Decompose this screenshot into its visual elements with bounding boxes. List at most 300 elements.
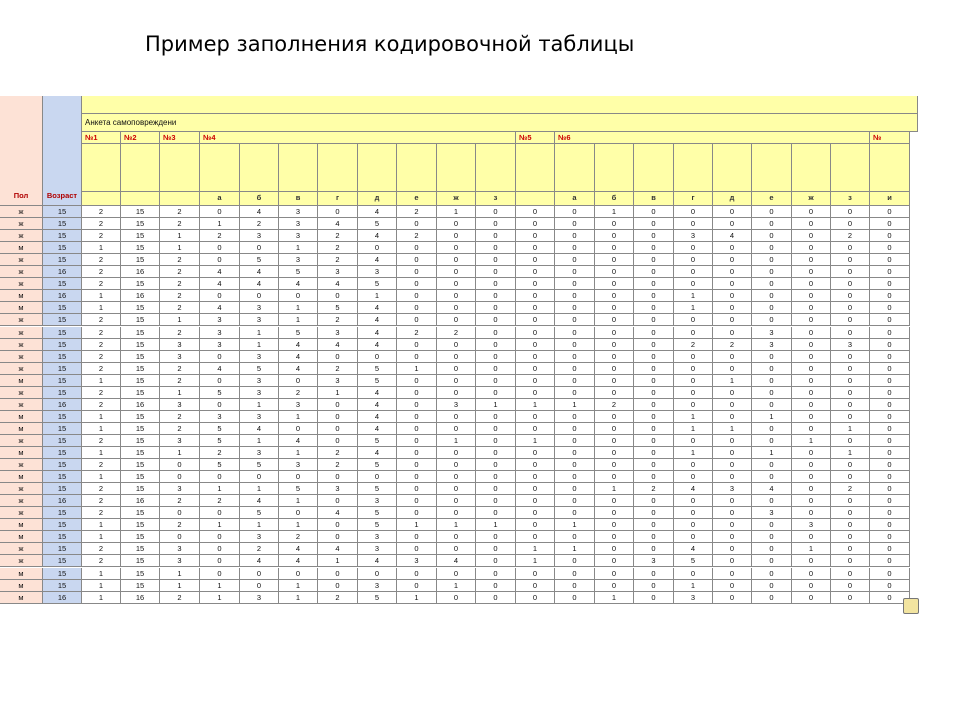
data-cell: 4 xyxy=(240,555,279,567)
data-cell: 5 xyxy=(240,254,279,266)
data-cell: 0 xyxy=(555,266,595,278)
data-cell: 0 xyxy=(634,459,674,471)
data-cell: 0 xyxy=(595,242,634,254)
data-cell: 2 xyxy=(82,495,121,507)
data-cell: 0 xyxy=(397,254,437,266)
data-cell: 0 xyxy=(318,290,358,302)
data-cell: 3 xyxy=(752,507,792,519)
data-cell: 1 xyxy=(516,543,555,555)
data-cell: 0 xyxy=(831,555,870,567)
data-cell: 0 xyxy=(634,411,674,423)
header-subcol-empty xyxy=(831,144,870,192)
cell-vozrast: 15 xyxy=(43,242,82,254)
data-cell: 0 xyxy=(476,495,516,507)
data-cell: 0 xyxy=(870,302,910,314)
data-cell: 1 xyxy=(516,555,555,567)
data-cell: 4 xyxy=(240,495,279,507)
data-cell: 0 xyxy=(870,206,910,218)
data-cell: 3 xyxy=(358,266,397,278)
data-cell: 0 xyxy=(752,314,792,326)
data-cell: 15 xyxy=(121,435,160,447)
data-cell: 4 xyxy=(674,483,713,495)
data-cell: 0 xyxy=(397,447,437,459)
cell-pol: ж xyxy=(0,399,43,411)
data-cell: 0 xyxy=(713,592,752,604)
data-cell: 0 xyxy=(792,242,831,254)
data-cell: 0 xyxy=(752,399,792,411)
data-cell: 2 xyxy=(200,495,240,507)
data-cell: 2 xyxy=(82,459,121,471)
data-cell: 5 xyxy=(358,592,397,604)
data-cell: 0 xyxy=(831,302,870,314)
data-cell: 0 xyxy=(713,327,752,339)
data-cell: 0 xyxy=(752,278,792,290)
data-cell: 0 xyxy=(397,423,437,435)
data-cell: 0 xyxy=(476,278,516,290)
data-cell: 0 xyxy=(318,495,358,507)
data-cell: 0 xyxy=(397,387,437,399)
data-cell: 0 xyxy=(437,266,476,278)
data-cell: 0 xyxy=(634,519,674,531)
data-cell: 0 xyxy=(516,266,555,278)
data-cell: 0 xyxy=(318,568,358,580)
data-cell: 1 xyxy=(397,363,437,375)
data-cell: 4 xyxy=(279,363,318,375)
data-cell: 0 xyxy=(713,254,752,266)
sub-letter-cell: в xyxy=(279,192,318,206)
data-cell: 4 xyxy=(240,266,279,278)
data-cell: 0 xyxy=(674,399,713,411)
data-cell: 2 xyxy=(318,242,358,254)
data-cell: 0 xyxy=(752,435,792,447)
data-cell: 0 xyxy=(476,531,516,543)
data-cell: 0 xyxy=(240,568,279,580)
cell-vozrast: 16 xyxy=(43,495,82,507)
cell-pol: м xyxy=(0,447,43,459)
data-cell: 4 xyxy=(358,339,397,351)
data-cell: 0 xyxy=(516,206,555,218)
data-cell: 0 xyxy=(792,447,831,459)
data-cell: 0 xyxy=(595,423,634,435)
data-cell: 2 xyxy=(318,314,358,326)
data-cell: 0 xyxy=(674,387,713,399)
data-cell: 1 xyxy=(82,471,121,483)
sub-letter-cell: в xyxy=(634,192,674,206)
data-cell: 2 xyxy=(82,266,121,278)
data-cell: 0 xyxy=(555,411,595,423)
data-cell: 0 xyxy=(752,519,792,531)
cell-pol: м xyxy=(0,531,43,543)
data-cell: 2 xyxy=(318,592,358,604)
data-cell: 0 xyxy=(831,471,870,483)
cell-pol: ж xyxy=(0,254,43,266)
data-cell: 3 xyxy=(200,339,240,351)
data-cell: 0 xyxy=(595,507,634,519)
data-cell: 0 xyxy=(634,206,674,218)
data-cell: 0 xyxy=(634,242,674,254)
data-cell: 0 xyxy=(516,327,555,339)
data-cell: 3 xyxy=(318,266,358,278)
header-vozrast: Возраст xyxy=(43,96,82,206)
data-cell: 0 xyxy=(831,543,870,555)
data-cell: 0 xyxy=(595,327,634,339)
cell-vozrast: 15 xyxy=(43,351,82,363)
data-cell: 0 xyxy=(397,531,437,543)
data-cell: 4 xyxy=(279,435,318,447)
data-cell: 0 xyxy=(713,435,752,447)
data-cell: 0 xyxy=(831,290,870,302)
data-cell: 0 xyxy=(752,423,792,435)
data-cell: 5 xyxy=(200,423,240,435)
data-cell: 2 xyxy=(82,543,121,555)
data-cell: 0 xyxy=(792,302,831,314)
data-cell: 4 xyxy=(358,254,397,266)
data-cell: 0 xyxy=(831,351,870,363)
cell-pol: ж xyxy=(0,266,43,278)
data-cell: 1 xyxy=(674,447,713,459)
data-cell: 2 xyxy=(160,206,200,218)
data-cell: 0 xyxy=(240,580,279,592)
data-cell: 2 xyxy=(160,290,200,302)
data-cell: 0 xyxy=(634,254,674,266)
paste-options-icon[interactable] xyxy=(903,598,919,614)
data-cell: 0 xyxy=(674,568,713,580)
data-cell: 0 xyxy=(476,507,516,519)
data-cell: 3 xyxy=(279,206,318,218)
data-cell: 1 xyxy=(240,339,279,351)
data-cell: 0 xyxy=(831,375,870,387)
data-cell: 0 xyxy=(437,351,476,363)
data-cell: 0 xyxy=(595,459,634,471)
data-cell: 0 xyxy=(397,580,437,592)
data-cell: 2 xyxy=(318,230,358,242)
data-cell: 2 xyxy=(831,230,870,242)
data-cell: 3 xyxy=(240,351,279,363)
data-cell: 5 xyxy=(240,507,279,519)
data-cell: 2 xyxy=(595,399,634,411)
data-cell: 1 xyxy=(792,435,831,447)
data-cell: 0 xyxy=(752,266,792,278)
data-cell: 2 xyxy=(160,495,200,507)
data-cell: 1 xyxy=(595,592,634,604)
data-cell: 15 xyxy=(121,375,160,387)
data-cell: 0 xyxy=(831,242,870,254)
data-cell: 0 xyxy=(595,543,634,555)
data-cell: 3 xyxy=(318,327,358,339)
data-cell: 0 xyxy=(595,555,634,567)
data-cell: 0 xyxy=(555,447,595,459)
cell-pol: м xyxy=(0,592,43,604)
question-header-5: №5 xyxy=(516,132,555,144)
data-cell: 1 xyxy=(555,399,595,411)
data-cell: 0 xyxy=(634,580,674,592)
data-cell: 0 xyxy=(870,339,910,351)
data-cell: 0 xyxy=(752,363,792,375)
data-cell: 0 xyxy=(476,351,516,363)
data-cell: 5 xyxy=(240,459,279,471)
data-cell: 0 xyxy=(555,363,595,375)
data-cell: 1 xyxy=(240,483,279,495)
data-cell: 1 xyxy=(82,423,121,435)
sub-letter-cell xyxy=(121,192,160,206)
data-cell: 0 xyxy=(752,375,792,387)
data-cell: 4 xyxy=(358,555,397,567)
data-cell: 0 xyxy=(595,218,634,230)
data-cell: 0 xyxy=(831,435,870,447)
data-cell: 0 xyxy=(792,568,831,580)
data-cell: 3 xyxy=(437,399,476,411)
data-cell: 5 xyxy=(358,375,397,387)
data-cell: 0 xyxy=(437,495,476,507)
data-cell: 15 xyxy=(121,387,160,399)
data-cell: 3 xyxy=(160,399,200,411)
data-cell: 1 xyxy=(397,519,437,531)
data-cell: 0 xyxy=(555,507,595,519)
data-cell: 0 xyxy=(200,375,240,387)
data-cell: 0 xyxy=(516,375,555,387)
data-cell: 1 xyxy=(82,290,121,302)
data-cell: 0 xyxy=(555,568,595,580)
data-cell: 0 xyxy=(397,266,437,278)
data-cell: 0 xyxy=(792,495,831,507)
data-cell: 15 xyxy=(121,351,160,363)
data-cell: 0 xyxy=(476,387,516,399)
data-cell: 15 xyxy=(121,568,160,580)
data-cell: 5 xyxy=(200,387,240,399)
data-cell: 0 xyxy=(516,230,555,242)
data-cell: 4 xyxy=(752,483,792,495)
data-cell: 0 xyxy=(318,411,358,423)
cell-vozrast: 15 xyxy=(43,230,82,242)
data-cell: 0 xyxy=(516,339,555,351)
cell-pol: ж xyxy=(0,543,43,555)
cell-vozrast: 15 xyxy=(43,363,82,375)
data-cell: 1 xyxy=(792,543,831,555)
data-cell: 0 xyxy=(240,290,279,302)
data-cell: 0 xyxy=(318,399,358,411)
data-cell: 0 xyxy=(792,278,831,290)
cell-pol: ж xyxy=(0,278,43,290)
data-cell: 0 xyxy=(713,302,752,314)
data-cell: 2 xyxy=(82,435,121,447)
data-cell: 0 xyxy=(674,435,713,447)
header-subcol-empty xyxy=(240,144,279,192)
cell-pol: ж xyxy=(0,363,43,375)
data-cell: 0 xyxy=(674,531,713,543)
data-cell: 1 xyxy=(160,447,200,459)
data-cell: 3 xyxy=(831,339,870,351)
data-cell: 2 xyxy=(82,555,121,567)
data-cell: 15 xyxy=(121,507,160,519)
data-cell: 0 xyxy=(279,568,318,580)
data-cell: 0 xyxy=(437,471,476,483)
cell-pol: ж xyxy=(0,387,43,399)
data-cell: 2 xyxy=(240,218,279,230)
data-cell: 1 xyxy=(240,519,279,531)
header-subcol-empty xyxy=(121,144,160,192)
data-cell: 2 xyxy=(279,387,318,399)
cell-vozrast: 15 xyxy=(43,423,82,435)
data-cell: 1 xyxy=(82,531,121,543)
data-cell: 3 xyxy=(792,519,831,531)
data-cell: 4 xyxy=(674,543,713,555)
data-cell: 0 xyxy=(674,266,713,278)
data-cell: 0 xyxy=(358,242,397,254)
data-cell: 15 xyxy=(121,218,160,230)
data-cell: 2 xyxy=(82,218,121,230)
header-subcol-empty xyxy=(82,144,121,192)
data-cell: 0 xyxy=(792,266,831,278)
data-cell: 3 xyxy=(160,543,200,555)
data-cell: 4 xyxy=(240,278,279,290)
data-cell: 0 xyxy=(674,375,713,387)
data-cell: 0 xyxy=(752,387,792,399)
data-cell: 2 xyxy=(82,363,121,375)
data-cell: 0 xyxy=(279,375,318,387)
data-cell: 0 xyxy=(870,459,910,471)
data-cell: 5 xyxy=(358,483,397,495)
data-cell: 0 xyxy=(437,447,476,459)
question-header-2: №2 xyxy=(121,132,160,144)
data-cell: 0 xyxy=(752,218,792,230)
cell-pol: м xyxy=(0,411,43,423)
data-cell: 0 xyxy=(870,375,910,387)
data-cell: 0 xyxy=(870,230,910,242)
data-cell: 2 xyxy=(397,327,437,339)
data-cell: 1 xyxy=(200,218,240,230)
data-cell: 0 xyxy=(674,507,713,519)
data-cell: 0 xyxy=(200,399,240,411)
data-cell: 0 xyxy=(870,580,910,592)
data-cell: 0 xyxy=(752,254,792,266)
data-cell: 3 xyxy=(318,375,358,387)
data-cell: 0 xyxy=(713,519,752,531)
data-cell: 0 xyxy=(831,495,870,507)
data-cell: 0 xyxy=(200,555,240,567)
data-cell: 0 xyxy=(437,242,476,254)
data-cell: 0 xyxy=(516,290,555,302)
data-cell: 1 xyxy=(437,519,476,531)
data-cell: 5 xyxy=(358,507,397,519)
data-cell: 4 xyxy=(318,507,358,519)
data-cell: 1 xyxy=(674,411,713,423)
data-cell: 0 xyxy=(397,568,437,580)
data-cell: 0 xyxy=(437,507,476,519)
data-cell: 3 xyxy=(240,375,279,387)
data-cell: 0 xyxy=(634,339,674,351)
data-cell: 0 xyxy=(792,351,831,363)
header-subcol-empty xyxy=(160,144,200,192)
data-cell: 4 xyxy=(358,423,397,435)
data-cell: 4 xyxy=(200,278,240,290)
data-cell: 2 xyxy=(318,254,358,266)
data-cell: 3 xyxy=(240,447,279,459)
data-cell: 0 xyxy=(476,242,516,254)
data-cell: 0 xyxy=(752,459,792,471)
sub-letter-cell: г xyxy=(674,192,713,206)
data-cell: 15 xyxy=(121,339,160,351)
data-cell: 0 xyxy=(279,471,318,483)
data-cell: 3 xyxy=(240,302,279,314)
data-cell: 1 xyxy=(279,519,318,531)
data-cell: 3 xyxy=(240,314,279,326)
data-cell: 1 xyxy=(240,399,279,411)
data-cell: 0 xyxy=(476,580,516,592)
header-subcol-empty xyxy=(595,144,634,192)
data-cell: 5 xyxy=(358,459,397,471)
sub-letter-cell: и xyxy=(870,192,910,206)
header-subcol-empty xyxy=(318,144,358,192)
data-cell: 4 xyxy=(358,411,397,423)
data-cell: 0 xyxy=(555,580,595,592)
coding-spreadsheet xyxy=(0,96,918,620)
data-cell: 2 xyxy=(634,483,674,495)
data-cell: 5 xyxy=(240,363,279,375)
data-cell: 3 xyxy=(240,387,279,399)
cell-pol: ж xyxy=(0,314,43,326)
data-cell: 0 xyxy=(870,555,910,567)
data-cell: 2 xyxy=(279,531,318,543)
cell-pol: ж xyxy=(0,507,43,519)
header-subcol-empty xyxy=(713,144,752,192)
data-cell: 0 xyxy=(200,543,240,555)
data-cell: 1 xyxy=(516,399,555,411)
data-cell: 0 xyxy=(200,254,240,266)
data-cell: 2 xyxy=(160,302,200,314)
data-cell: 3 xyxy=(240,230,279,242)
data-cell: 0 xyxy=(634,592,674,604)
data-cell: 3 xyxy=(160,483,200,495)
data-cell: 0 xyxy=(437,375,476,387)
cell-pol: ж xyxy=(0,459,43,471)
data-cell: 0 xyxy=(437,411,476,423)
data-cell: 0 xyxy=(160,471,200,483)
data-cell: 0 xyxy=(674,314,713,326)
data-cell: 3 xyxy=(634,555,674,567)
data-cell: 0 xyxy=(476,459,516,471)
data-cell: 0 xyxy=(752,471,792,483)
sub-letter-cell xyxy=(82,192,121,206)
data-cell: 3 xyxy=(160,555,200,567)
cell-pol: ж xyxy=(0,206,43,218)
data-cell: 15 xyxy=(121,254,160,266)
data-cell: 0 xyxy=(792,423,831,435)
data-cell: 0 xyxy=(634,568,674,580)
data-cell: 3 xyxy=(240,592,279,604)
sub-letter-cell: ж xyxy=(437,192,476,206)
cell-pol: ж xyxy=(0,351,43,363)
data-cell: 0 xyxy=(870,266,910,278)
data-cell: 16 xyxy=(121,266,160,278)
data-cell: 3 xyxy=(358,580,397,592)
data-cell: 0 xyxy=(160,531,200,543)
data-cell: 1 xyxy=(160,387,200,399)
data-cell: 1 xyxy=(476,519,516,531)
data-cell: 3 xyxy=(279,230,318,242)
data-cell: 0 xyxy=(516,471,555,483)
data-cell: 4 xyxy=(358,399,397,411)
cell-pol: м xyxy=(0,471,43,483)
data-cell: 0 xyxy=(831,568,870,580)
data-cell: 2 xyxy=(82,230,121,242)
cell-vozrast: 15 xyxy=(43,302,82,314)
data-cell: 0 xyxy=(713,387,752,399)
data-cell: 0 xyxy=(870,363,910,375)
cell-pol: ж xyxy=(0,435,43,447)
data-cell: 0 xyxy=(595,435,634,447)
data-cell: 0 xyxy=(397,351,437,363)
data-cell: 4 xyxy=(358,447,397,459)
